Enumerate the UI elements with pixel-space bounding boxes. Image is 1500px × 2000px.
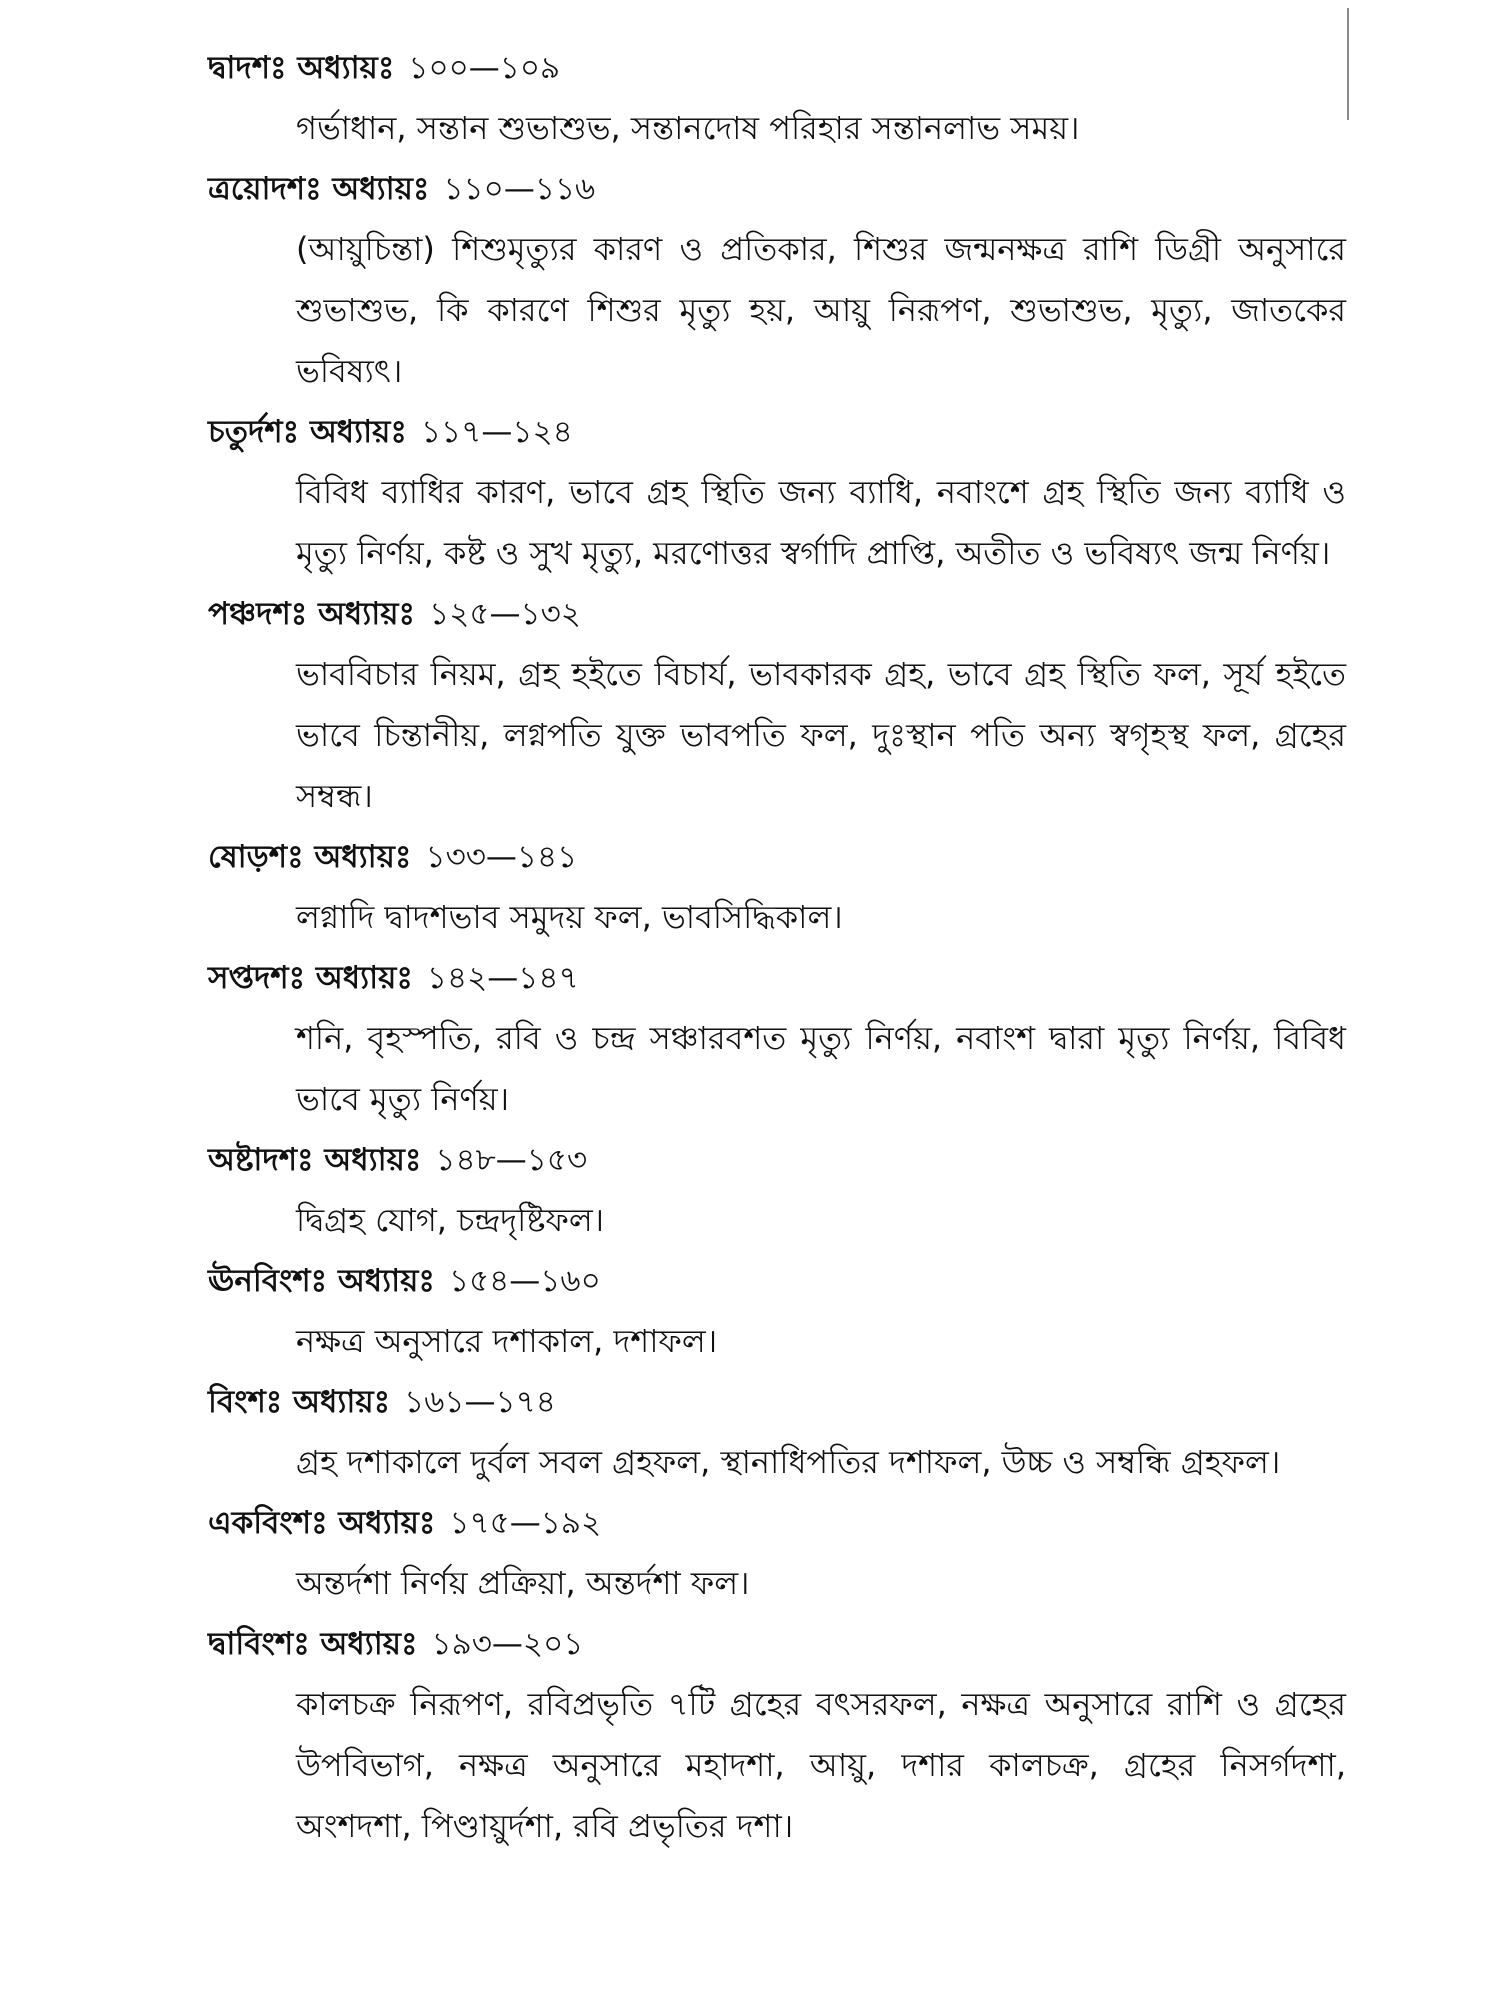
chapter-entry xyxy=(208,948,1348,1130)
chapter-title: অষ্টাদশঃ অধ্যায়ঃ xyxy=(208,1142,422,1178)
chapter-title: চতুর্দশঃ অধ্যায়ঃ xyxy=(208,414,407,450)
chapter-description: বিবিধ ব্যাধির কারণ, ভাবে গ্রহ স্থিতি জন্য ব্যাধি, নবাংশে গ্রহ স্থিতি জন্য ব্যাধি ও মৃত্যু নির্ণয়, কষ্ট ও সুখ মৃত্যু, মরণোত্তর স্বর্গাদি প্রাপ্তি, অতীত ও ভবিষ্যৎ জন্ম নির্ণয়। xyxy=(296,473,1346,572)
chapter-entry xyxy=(208,1614,1348,1857)
chapter-title: ষোড়শঃ অধ্যায়ঃ xyxy=(208,839,412,875)
chapter-entry xyxy=(208,827,1348,948)
page-range: ১৫৪—১৬০ xyxy=(448,1263,601,1299)
chapter-heading xyxy=(208,1493,1348,1553)
chapter-description: লগ্নাদি দ্বাদশভাব সমুদয় ফল, ভাবসিদ্ধিকাল। xyxy=(296,898,843,936)
table-of-contents xyxy=(208,38,1348,1857)
page-range: ১২৫—১৩২ xyxy=(429,596,581,632)
chapter-heading xyxy=(208,1130,1348,1190)
chapter-heading xyxy=(208,1372,1348,1432)
chapter-description: কালচক্র নিরূপণ, রবিপ্রভৃতি ৭টি গ্রহের বৎসরফল, নক্ষত্র অনুসারে রাশি ও গ্রহের উপবিভাগ, নক্ষত্র অনুসারে মহাদশা, আয়ু, দশার কালচক্র, গ্রহের নিসর্গদশা, অংশদশা, পিণ্ডায়ুর্দশা, রবি প্রভৃতির দশা। xyxy=(296,1685,1346,1845)
chapter-description: গ্রহ দশাকালে দুর্বল সবল গ্রহফল, স্থানাধিপতির দশাফল, উচ্চ ও সম্বন্ধি গ্রহফল। xyxy=(296,1443,1281,1481)
chapter-heading xyxy=(208,402,1348,462)
chapter-description: (আয়ুচিন্তা) শিশুমৃত্যুর কারণ ও প্রতিকার, শিশুর জন্মনক্ষত্র রাশি ডিগ্রী অনুসারে শুভাশুভ, কি কারণে শিশুর মৃত্যু হয়, আয়ু নিরূপণ, শুভাশুভ, মৃত্যু, জাতকের ভবিষ্যৎ। xyxy=(296,230,1346,390)
chapter-description: নক্ষত্র অনুসারে দশাকাল, দশাফল। xyxy=(296,1322,718,1360)
chapter-heading xyxy=(208,38,1348,98)
page-range: ১৪২—১৪৭ xyxy=(426,960,579,996)
chapter-description: শনি, বৃহস্পতি, রবি ও চন্দ্র সঞ্চারবশত মৃত্যু নির্ণয়, নবাংশ দ্বারা মৃত্যু নির্ণয়, বিবিধ ভাবে মৃত্যু নির্ণয়। xyxy=(296,1019,1346,1118)
chapter-title: বিংশঃ অধ্যায়ঃ xyxy=(208,1384,391,1420)
chapter-heading xyxy=(208,948,1348,1008)
page-range: ১৭৫—১৯২ xyxy=(449,1505,602,1541)
chapter-entry xyxy=(208,1493,1348,1614)
chapter-heading xyxy=(208,584,1348,644)
chapter-heading xyxy=(208,1614,1348,1674)
chapter-title: দ্বাবিংশঃ অধ্যায়ঃ xyxy=(208,1626,418,1662)
chapter-description: গর্ভাধান, সন্তান শুভাশুভ, সন্তানদোষ পরিহার সন্তানলাভ সময়। xyxy=(296,109,1080,147)
page-range: ১১০—১১৬ xyxy=(443,171,596,207)
chapter-title: ঊনবিংশঃ অধ্যায়ঃ xyxy=(208,1263,435,1299)
chapter-entry xyxy=(208,1372,1348,1493)
chapter-heading xyxy=(208,827,1348,887)
page-range: ১৬১—১৭৪ xyxy=(404,1384,556,1420)
chapter-entry xyxy=(208,584,1348,827)
chapter-heading xyxy=(208,1251,1348,1311)
chapter-entry xyxy=(208,1130,1348,1251)
chapter-entry xyxy=(208,1251,1348,1372)
page-range: ১৪৮—১৫৩ xyxy=(435,1142,588,1178)
page-range: ১০০—১০৯ xyxy=(408,50,561,86)
chapter-title: পঞ্চদশঃ অধ্যায়ঃ xyxy=(208,596,416,632)
chapter-title: একবিংশঃ অধ্যায়ঃ xyxy=(208,1505,436,1541)
page-range: ১৩৩—১৪১ xyxy=(425,839,578,875)
chapter-title: সপ্তদশঃ অধ্যায়ঃ xyxy=(208,960,413,996)
chapter-description: অন্তর্দশা নির্ণয় প্রক্রিয়া, অন্তর্দশা ফল। xyxy=(296,1564,750,1602)
chapter-title: দ্বাদশঃ অধ্যায়ঃ xyxy=(208,50,395,86)
chapter-description: দ্বিগ্রহ যোগ, চন্দ্রদৃষ্টিফল। xyxy=(296,1201,605,1239)
chapter-entry xyxy=(208,159,1348,402)
page-range: ১১৭—১২৪ xyxy=(420,414,573,450)
chapter-entry xyxy=(208,38,1348,159)
chapter-heading xyxy=(208,159,1348,219)
chapter-entry xyxy=(208,402,1348,584)
chapter-title: ত্রয়োদশঃ অধ্যায়ঃ xyxy=(208,171,430,207)
chapter-description: ভাববিচার নিয়ম, গ্রহ হইতে বিচার্য, ভাবকারক গ্রহ, ভাবে গ্রহ স্থিতি ফল, সূর্য হইতে ভাবে চিন্তানীয়, লগ্নপতি যুক্ত ভাবপতি ফল, দুঃস্থান পতি অন্য স্বগৃহস্থ ফল, গ্রহের সম্বন্ধ। xyxy=(296,655,1346,815)
page-range: ১৯৩—২০১ xyxy=(431,1626,584,1662)
